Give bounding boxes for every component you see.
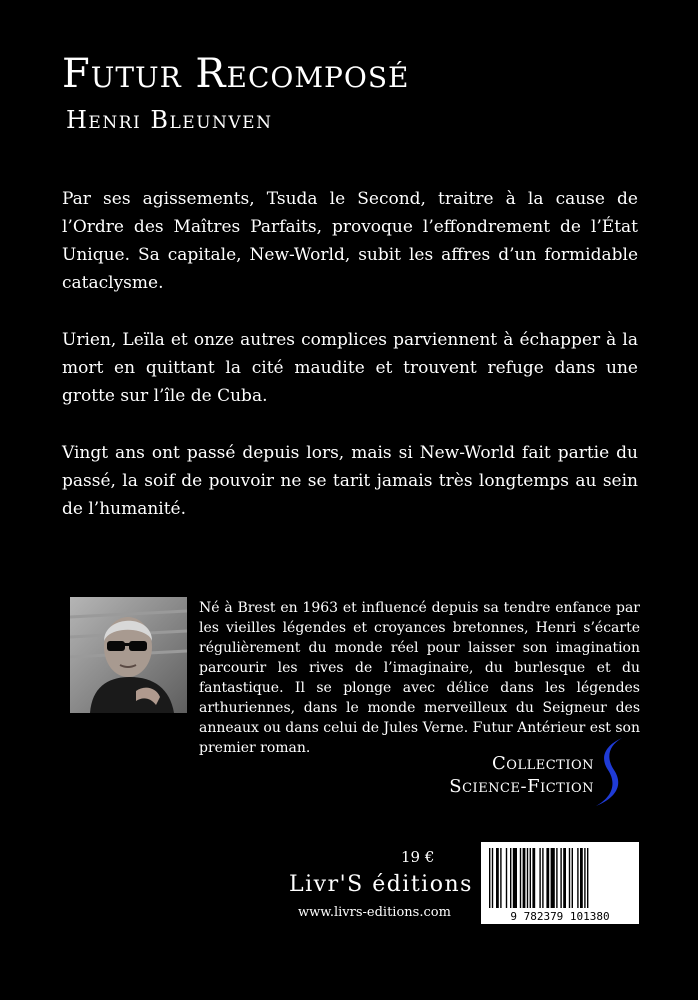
collection-s-logo-icon: [592, 736, 628, 808]
barcode-bar: [580, 848, 583, 908]
barcode-bar: [523, 848, 526, 908]
barcode-icon: [481, 842, 639, 924]
collection-line: Collection: [492, 753, 594, 774]
isbn-barcode: [481, 842, 639, 924]
collection-genre: Science-Fiction: [449, 776, 594, 797]
barcode-bar: [500, 848, 501, 908]
barcode-bar: [532, 848, 535, 908]
barcode-bar: [556, 848, 557, 908]
author-photo: [70, 597, 187, 713]
barcode-bar: [520, 848, 521, 908]
barcode-bar: [492, 848, 493, 908]
collection-label: [449, 752, 594, 798]
bio-paragraph: Né à Brest en 1963 et influencé depuis sa tendre enfance par les vieilles légendes et croyances bretonnes, Henri s’écarte régulièrement du monde réel pour laisser son imagination parcourir les rives de l’imaginaire, du burlesque et du fantastique. Il se plonge avec délice dans les légendes arthuriennes, dans le monde merveilleux du Seigneur des anneaux ou dans celui de Jules Verne. Futur Antérieur est son premier roman.: [199, 600, 640, 756]
synopsis-paragraph: Par ses agissements, Tsuda le Second, traitre à la cause de l’Ordre des Maîtres Parfaits, provoque l’effondrement de l’État Unique. Sa capitale, New-World, subit les affres d’un formidable cataclysme.: [62, 189, 638, 293]
barcode-bar: [551, 848, 555, 908]
barcode-bar: [489, 848, 490, 908]
barcode-bar: [506, 848, 507, 908]
barcode-bar: [542, 848, 543, 908]
barcode-digits: 9 782379 101380: [510, 910, 610, 923]
barcode-bar: [530, 848, 531, 908]
synopsis-paragraph: Vingt ans ont passé depuis lors, mais si New-World fait partie du passé, la soif de pouvoir ne se tarit jamais très longtemps au sein de l’humanité.: [62, 443, 638, 519]
book-title: Futur Recomposé: [62, 51, 410, 97]
barcode-bar: [510, 848, 511, 908]
author-bio: [199, 598, 640, 758]
publisher-website: www.livrs-editions.com: [298, 905, 451, 920]
barcode-bar: [569, 848, 570, 908]
publisher-name: Livr'S éditions: [289, 872, 473, 897]
barcode-bar: [572, 848, 573, 908]
author-name: Henri Bleunven: [66, 106, 273, 134]
barcode-bar: [577, 848, 578, 908]
price: 19 €: [401, 848, 435, 866]
synopsis-paragraph: Urien, Leïla et onze autres complices parviennent à échapper à la mort en quittant la cité maudite et trouvent refuge dans une grotte sur l’île de Cuba.: [62, 330, 638, 406]
barcode-bar: [546, 848, 549, 908]
barcode-bar: [513, 848, 517, 908]
synopsis: [62, 185, 638, 552]
barcode-bar: [560, 848, 561, 908]
barcode-bar: [496, 848, 499, 908]
barcode-bar: [587, 848, 588, 908]
barcode-bar: [563, 848, 566, 908]
barcode-bar: [527, 848, 528, 908]
author-portrait-image: [70, 597, 187, 713]
barcode-bar: [584, 848, 585, 908]
barcode-bar: [539, 848, 540, 908]
